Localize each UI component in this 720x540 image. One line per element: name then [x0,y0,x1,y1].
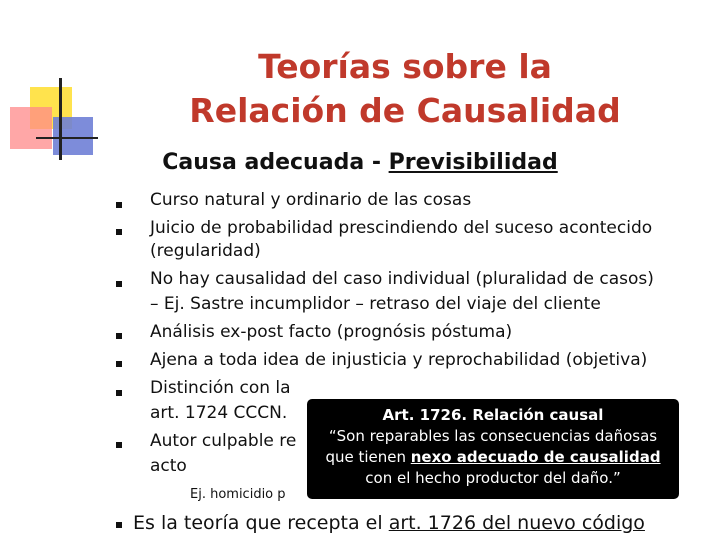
bullet-7-text: Autor culpable re [150,431,297,451]
bullet-marker [116,202,122,208]
article-callout-box [307,399,679,499]
bullet-marker [116,522,122,528]
callout-nexo-underlined: nexo adecuado de causalidad [410,448,661,466]
bullet-7-text-cont: acto [150,456,187,476]
bullet-3-text: No hay causalidad del caso individual (pluralidad de casos) [150,269,654,289]
subtitle-plain: Causa adecuada - [162,150,389,175]
callout-line-2-text: que tienen [325,448,411,466]
slide-title-line-1: Teorías sobre la [258,47,552,86]
bullet-6-text-cont: art. 1724 CCCN. [150,403,288,423]
bullet-marker [116,281,122,287]
bullet-marker [116,390,122,396]
bullet-2-text-cont: (regularidad) [150,241,261,261]
bullet-marker [116,442,122,448]
callout-line-3: con el hecho productor del daño.” [365,469,621,487]
callout-line-1: “Son reparables las consecuencias dañosas [328,427,658,445]
bullet-marker [116,333,122,339]
subtitle-underlined: Previsibilidad [388,150,558,175]
last-bullet-underlined: art. 1726 del nuevo código [388,512,645,534]
slide-title-line-2: Relación de Causalidad [189,91,621,130]
bullet-1-text: Curso natural y ordinario de las cosas [150,190,472,210]
bullet-6-text: Distinción con la [150,378,291,398]
decor-vertical-line [59,78,62,160]
bullet-2-text: Juicio de probabilidad prescindiendo del suceso acontecido [150,218,653,238]
decor-red-square [10,107,52,149]
bullet-3-text-cont: – Ej. Sastre incumplidor – retraso del viaje del cliente [150,294,601,314]
callout-line-2 [307,447,679,468]
bullet-marker [116,229,122,235]
example-subpoint: Ej. homicidio p [190,487,286,502]
bullet-marker [116,361,122,367]
callout-title: Art. 1726. Relación causal [382,406,604,424]
slide-subtitle [0,150,720,175]
bullet-4-text: Análisis ex-post facto (prognósis póstuma) [150,322,513,342]
bullet-8-text [133,512,645,534]
last-bullet-plain: Es la teoría que recepta el [133,512,389,534]
bullet-5-text: Ajena a toda idea de injusticia y reprochabilidad (objetiva) [150,350,648,370]
decor-horizontal-line [36,137,98,139]
